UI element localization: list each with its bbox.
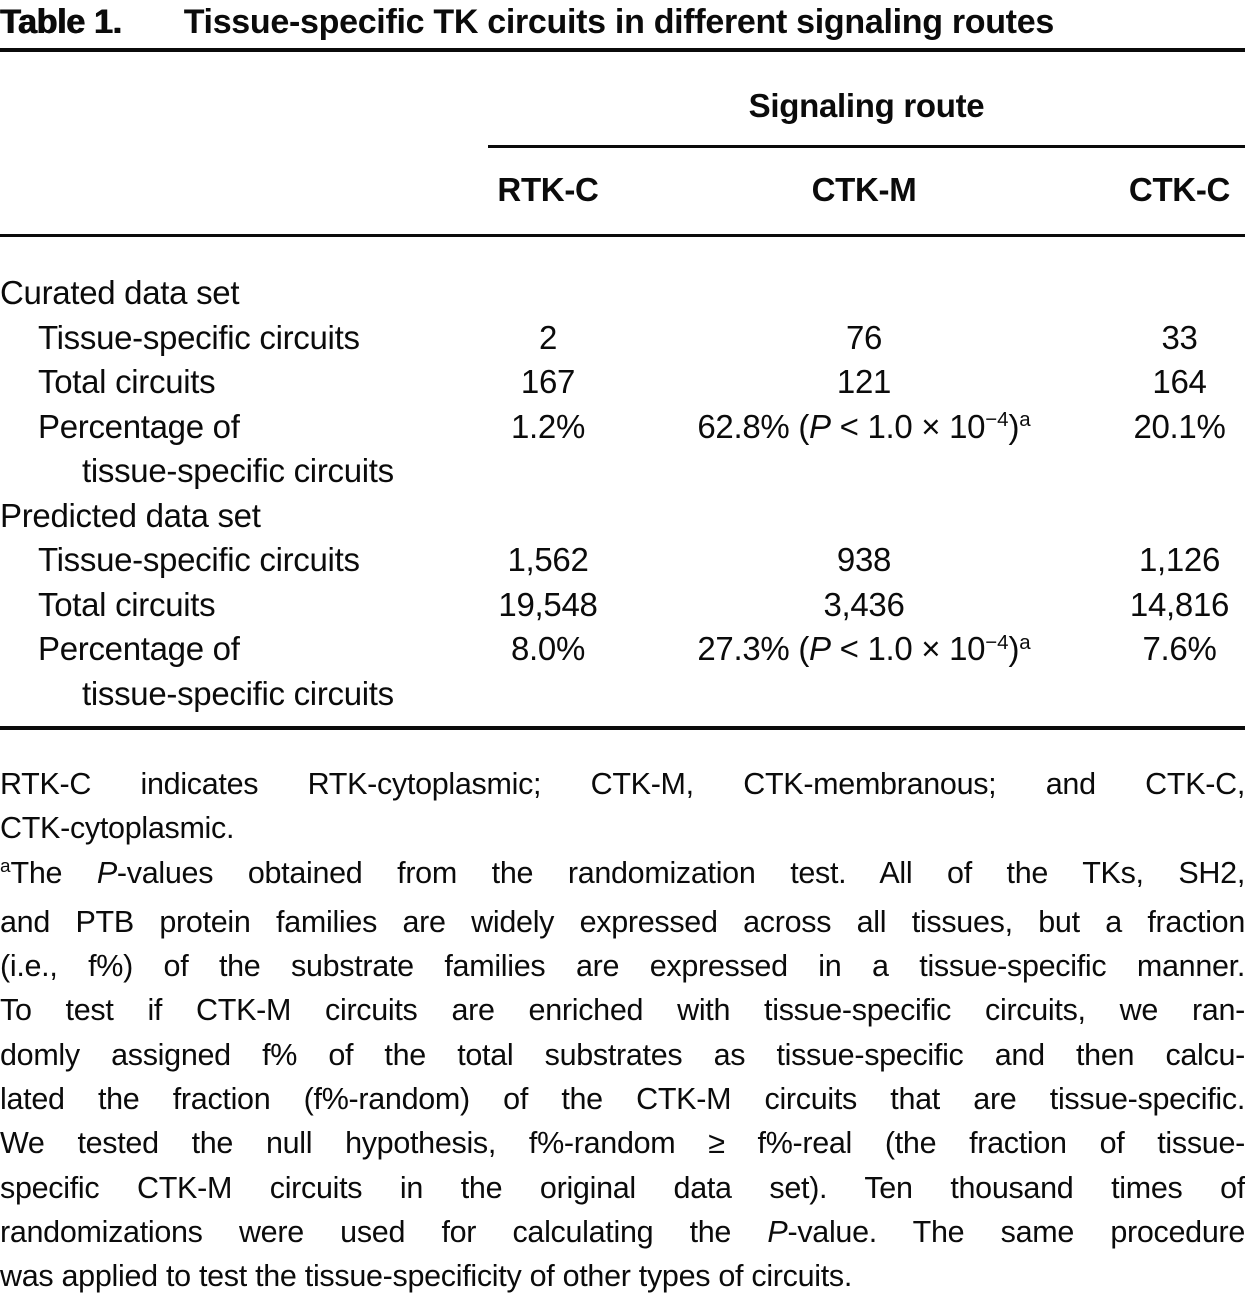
footnote-line: (i.e., f%) of the substrate families are expressed in a tissue-specific manner.: [0, 949, 1245, 984]
row-label: Tissue-specific circuits: [38, 541, 360, 578]
row-label: [0, 627, 432, 716]
column-header-row: [0, 168, 1245, 212]
row-label-line2: tissue-specific circuits: [82, 674, 394, 712]
footnote-line: CTK-cytoplasmic.: [0, 811, 235, 846]
rule-under-headers: [0, 234, 1245, 237]
cell-value-rtk-c: 167: [520, 363, 576, 400]
cell-value-ctk-m: 76: [845, 318, 883, 356]
row-label: Total circuits: [38, 363, 216, 400]
footnote-line: lated the fraction (f%-random) of the CTK-M circuits that are tissue-specific.: [0, 1082, 1245, 1117]
section-header-curated: [0, 271, 1245, 316]
spanner-zone: [488, 84, 1245, 148]
cell-value-ctk-c: 1,126: [1138, 541, 1221, 578]
row-predicted-percentage: [0, 627, 1245, 716]
footnote-line: $^a$The P-values obtained from the randomization test. All of the TKs, SH2,: [0, 855, 1245, 890]
spanner-rule: [488, 145, 1245, 148]
cell-value-ctk-m: 62.8% $(P < 1.0 \times 10^{-4})^a$: [697, 407, 1031, 445]
cell-value-ctk-m: 938: [836, 541, 892, 578]
cell-value-ctk-m: 121: [836, 363, 892, 400]
row-predicted-total-circuits: [0, 583, 1245, 628]
rule-top: [0, 48, 1245, 52]
footnote-line: To test if CTK-M circuits are enriched with tissue-specific circuits, we ran-: [0, 993, 1245, 1028]
row-label-line1: Percentage of: [38, 630, 240, 667]
footnote-line: was applied to test the tissue-specificity of other types of circuits.: [0, 1259, 853, 1294]
column-header-ctk-m: CTK-M: [811, 171, 917, 208]
column-header-ctk-c: CTK-C: [1128, 171, 1231, 208]
spanner-header-signaling-route: Signaling route: [748, 87, 985, 124]
cell-value-rtk-c: 2: [538, 318, 558, 356]
row-curated-percentage: [0, 405, 1245, 494]
row-curated-tissue-specific-circuits: [0, 316, 1245, 361]
cell-value-rtk-c: 1.2%: [510, 407, 586, 445]
row-label: Total circuits: [38, 585, 216, 623]
row-label-line1: Percentage of: [38, 407, 240, 445]
cell-value-rtk-c: 19,548: [498, 585, 598, 623]
cell-value-ctk-c: 14,816: [1129, 585, 1230, 623]
rule-bottom: [0, 726, 1245, 730]
cell-value-rtk-c: 8.0%: [510, 630, 586, 667]
footnote-line: specific CTK-M circuits in the original data set). Ten thousand times of: [0, 1170, 1245, 1205]
footnote-line: randomizations were used for calculating the P-value. The same procedure: [0, 1214, 1245, 1249]
cell-value-ctk-c: 7.6%: [1142, 630, 1217, 667]
footnote-line: domly assigned f% of the total substrates as tissue-specific and then calcu-: [0, 1037, 1245, 1072]
table-number: Table 1.: [0, 3, 122, 41]
footnote-line: and PTB protein families are widely expressed across all tissues, but a fraction: [0, 904, 1245, 939]
section-header-predicted: [0, 494, 1245, 539]
table-body: [0, 271, 1245, 716]
column-header-rtk-c: RTK-C: [497, 171, 599, 208]
cell-value-ctk-m: 3,436: [823, 585, 905, 623]
row-predicted-tissue-specific-circuits: [0, 538, 1245, 583]
cell-value-ctk-c: 164: [1152, 363, 1207, 400]
cell-value-ctk-c: 33: [1161, 318, 1198, 356]
footnote-line: We tested the null hypothesis, f%-random ≥ f%-real (the fraction of tissue-: [0, 1126, 1245, 1161]
column-header-spacer: [0, 168, 432, 212]
row-label: [0, 405, 432, 494]
cell-value-ctk-c: 20.1%: [1133, 407, 1226, 445]
table-footnotes: [0, 762, 1245, 1296]
row-label-line2: tissue-specific circuits: [82, 452, 394, 489]
cell-value-ctk-m: 27.3% $(P < 1.0 \times 10^{-4})^a$: [697, 630, 1031, 667]
table-caption: [0, 2, 1245, 42]
row-label: Tissue-specific circuits: [38, 318, 360, 356]
section-label: Predicted data set: [0, 496, 261, 534]
footnote-line: RTK-C indicates RTK-cytoplasmic; CTK-M, CTK-membranous; and CTK-C,: [0, 767, 1245, 801]
section-label: Curated data set: [0, 274, 240, 311]
row-curated-total-circuits: [0, 360, 1245, 405]
cell-value-rtk-c: 1,562: [507, 541, 589, 578]
table-title: Tissue-specific TK circuits in different signaling routes: [183, 3, 1054, 41]
